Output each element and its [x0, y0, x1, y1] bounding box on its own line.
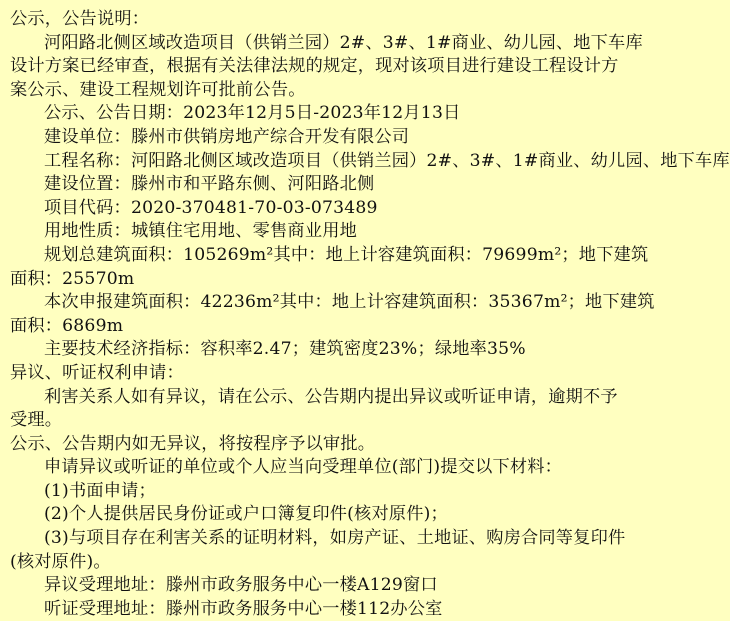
notice-date: 公示、公告日期：2023年12月5日-2023年12月13日: [44, 103, 461, 124]
project-code: 项目代码：2020-370481-70-03-073489: [44, 197, 378, 218]
land-use: 用地性质：城镇住宅用地、零售商业用地: [44, 221, 357, 242]
construction-unit: 建设单位：滕州市供销房地产综合开发有限公司: [44, 126, 410, 147]
project-name: 工程名称：河阳路北侧区域改造项目（供销兰园）2#、3#、1#商业、幼儿园、地下车库: [44, 150, 730, 171]
objection-address: 异议受理地址：滕州市政务服务中心一楼A129窗口: [44, 575, 438, 596]
technical-indicators: 主要技术经济指标：容积率2.47；建筑密度23%；绿地率35%: [44, 339, 526, 360]
material-item-3-line-2: (核对原件)。: [10, 551, 111, 572]
total-floor-area-line-2: 面积：25570m: [10, 268, 135, 289]
objection-text-line-1: 利害关系人如有异议，请在公示、公告期内提出异议或听证申请，逾期不予: [44, 386, 618, 407]
hearing-address: 听证受理地址：滕州市政务服务中心一楼112办公室: [44, 598, 443, 619]
objection-heading: 异议、听证权利申请：: [10, 362, 184, 383]
material-item-3-line-1: (3)与项目存在利害关系的证明材料，如房产证、土地证、购房合同等复印件: [44, 528, 626, 549]
objection-text-line-2: 受理。: [10, 410, 63, 431]
notice-heading: 公示，公告说明：: [10, 9, 150, 29]
declared-floor-area-line-1: 本次申报建筑面积：42236m²其中：地上计容建筑面积：35367m²；地下建筑: [44, 292, 655, 313]
material-item-1: (1)书面申请；: [44, 480, 156, 501]
approval-note: 公示、公告期内如无异议，将按程序予以审批。: [10, 433, 376, 454]
declared-floor-area-line-2: 面积：6869m: [10, 315, 124, 336]
notice-intro-line-2: 设计方案已经审查，根据有关法律法规的规定，现对该项目进行建设工程设计方: [10, 56, 619, 77]
material-item-2: (2)个人提供居民身份证或户口簿复印件(核对原件)；: [44, 504, 448, 525]
total-floor-area-line-1: 规划总建筑面积：105269m²其中：地上计容建筑面积：79699m²；地下建筑: [44, 244, 649, 265]
notice-intro-line-3: 案公示、建设工程规划许可批前公告。: [10, 79, 306, 100]
construction-location: 建设位置：滕州市和平路东侧、河阳路北侧: [44, 174, 375, 195]
materials-intro: 申请异议或听证的单位或个人应当向受理单位(部门)提交以下材料：: [44, 457, 563, 478]
notice-intro-line-1: 河阳路北侧区域改造项目（供销兰园）2#、3#、1#商业、幼儿园、地下车库: [44, 32, 643, 53]
